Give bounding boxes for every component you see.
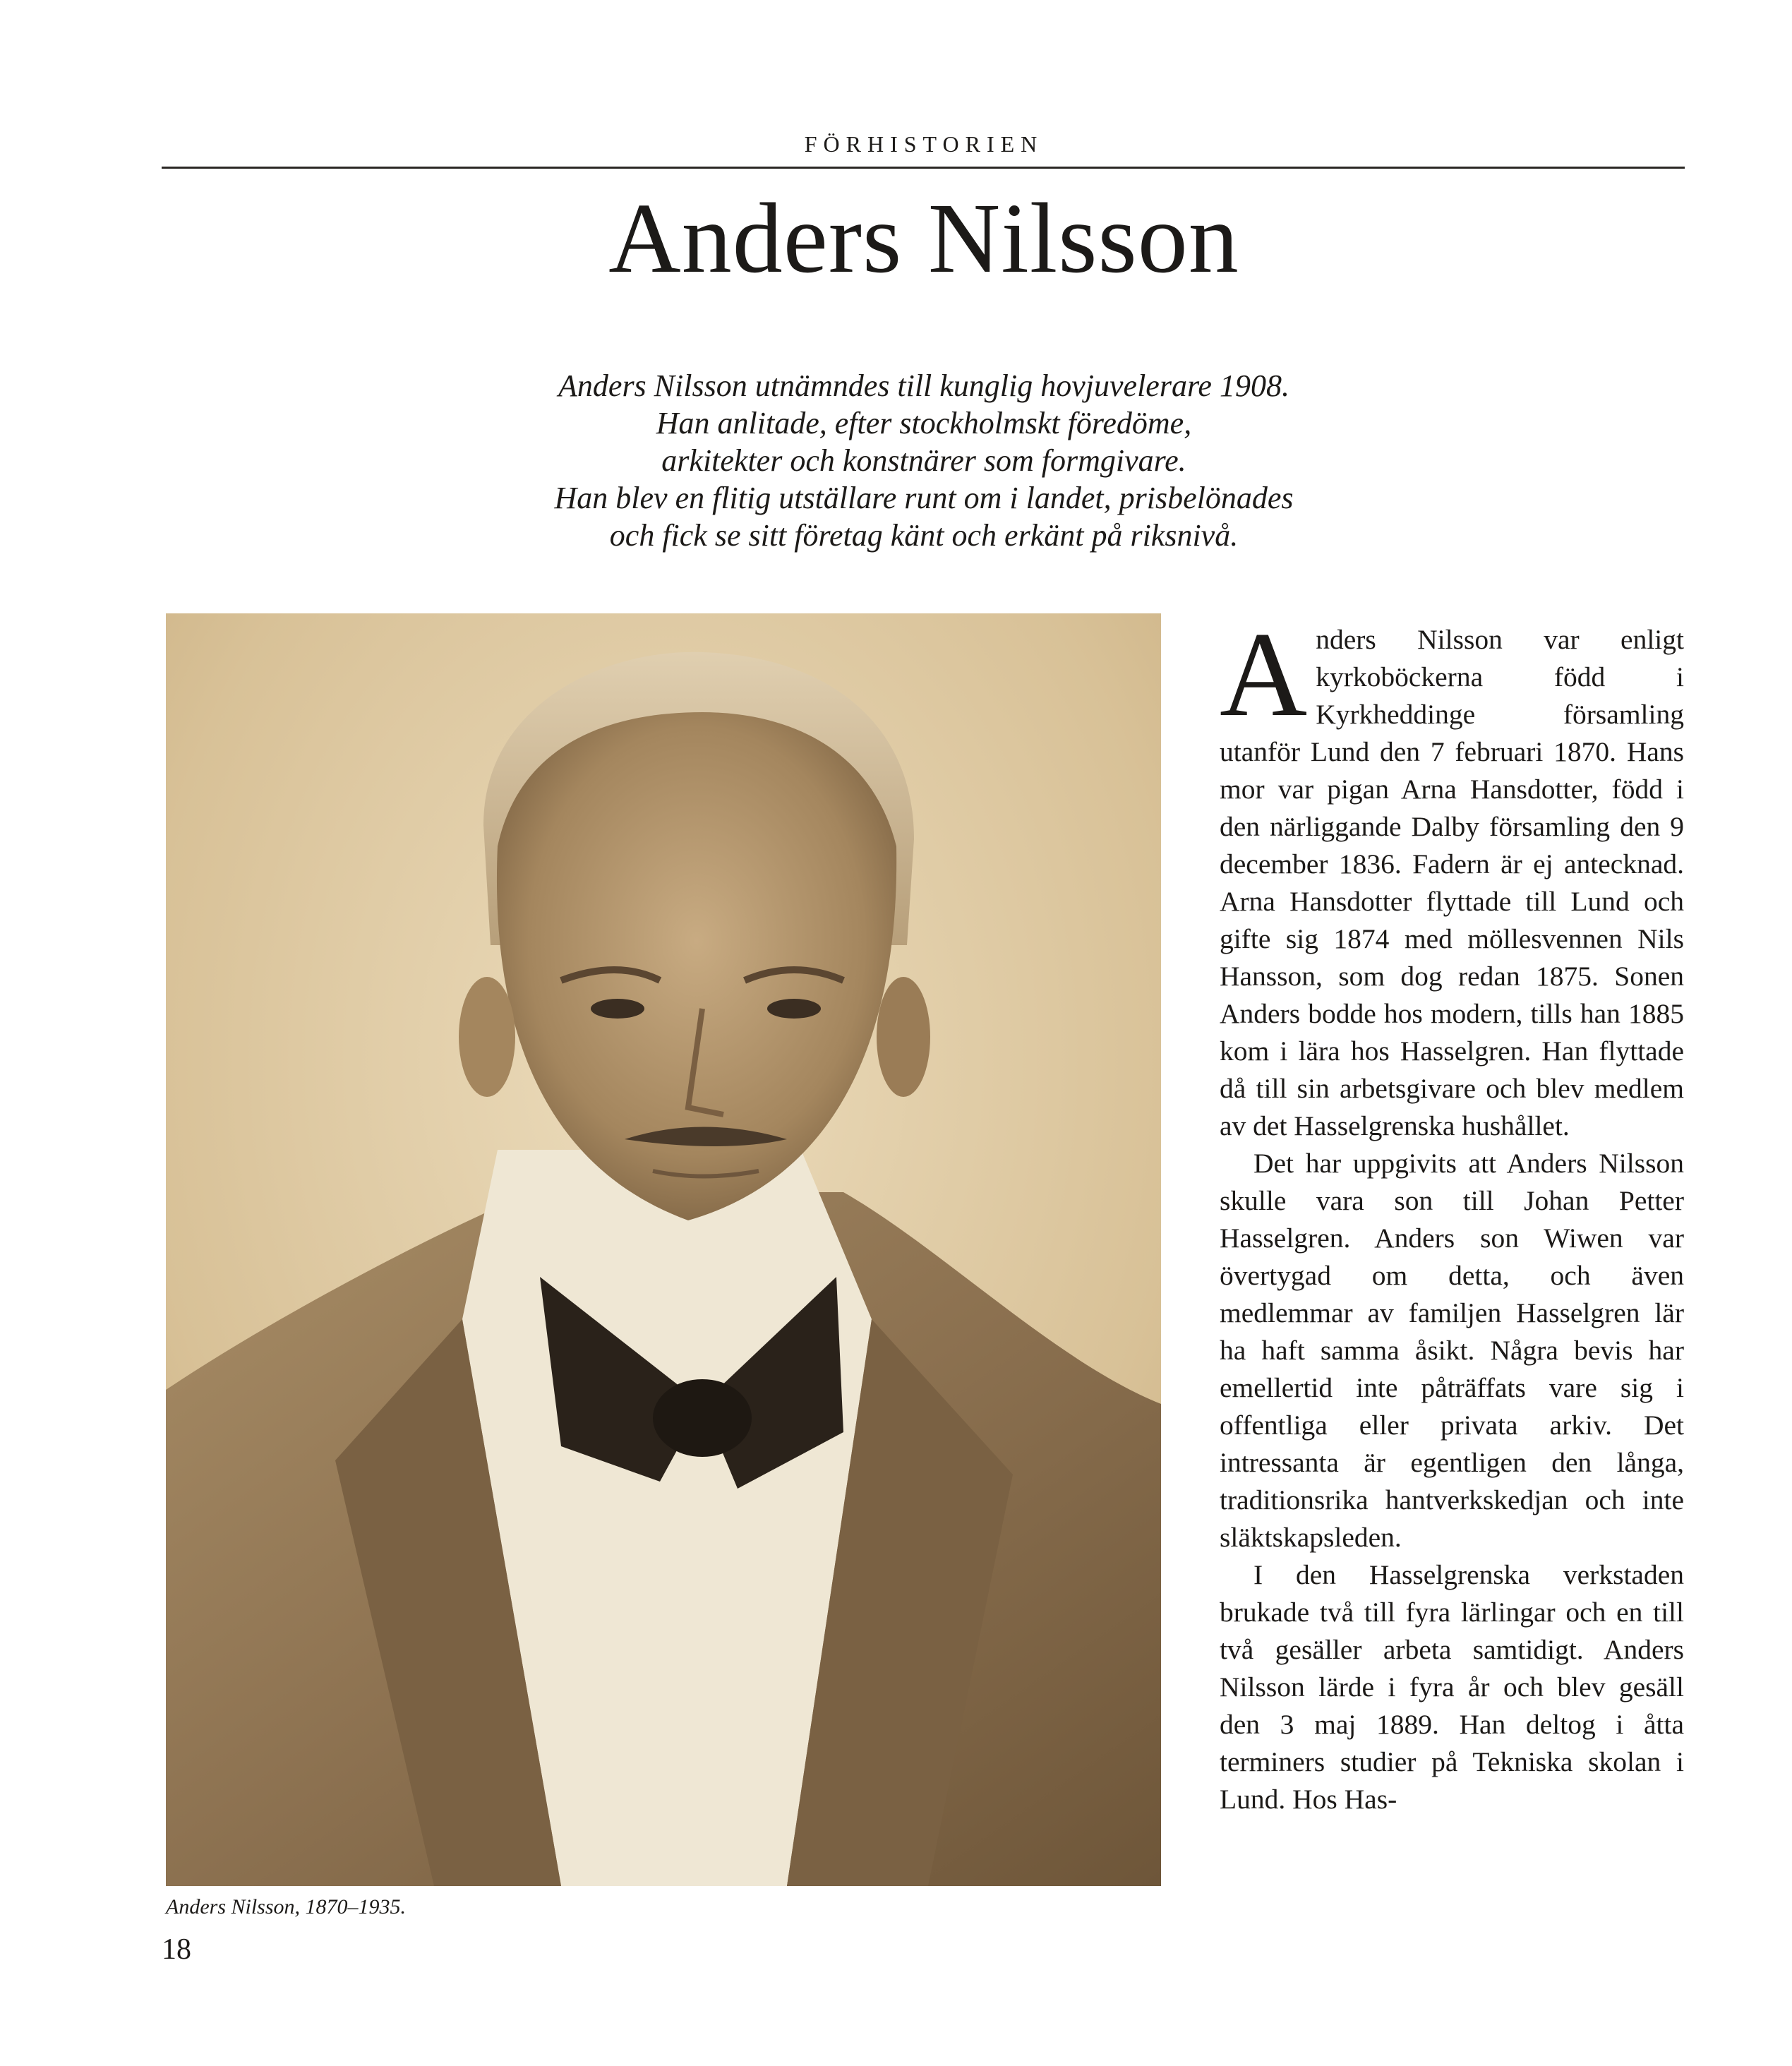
body-paragraph-text: nders Nilsson var enligt kyrkoböckerna född i Kyrkheddinge församling utanför Lund den 7 februari 1870. Hans mor var pigan Arna Hansdotter, född i den närliggande Dalby församling den 9 december 1836. Fadern är ej antecknad. Arna Hansdotter flyttade till Lund och gifte sig 1874 med möllesvennen Nils Hansson, som dog redan 1875. Sonen Anders bodde hos modern, tills han 1885 kom i lära hos Hasselgren. Han flyttade då till sin arbetsgivare och blev medlem av det Hasselgrenska hushållet. — [1220, 624, 1684, 1141]
body-paragraph — [1220, 608, 1684, 1145]
header-rule — [162, 167, 1685, 169]
page-number: 18 — [162, 1933, 191, 1966]
portrait-photo — [166, 613, 1161, 1886]
lede-paragraph — [423, 367, 1424, 554]
body-paragraph: Det har uppgivits att Anders Nilsson skulle vara son till Johan Petter Hasselgren. Anders son Wiwen var övertygad om detta, och även medlemmar av familjen Hasselgren lär ha haft samma åsikt. Några bevis har emellertid inte påträffats vare sig i offentliga eller privata arkiv. Det intressanta är egentligen den långa, traditionsrika hantverkskedjan och inte släktskapsleden. — [1220, 1148, 1684, 1553]
running-head: FÖRHISTORIEN — [804, 131, 1044, 157]
photo-caption: Anders Nilsson, 1870–1935. — [166, 1895, 407, 1918]
lede-line: Anders Nilsson utnämndes till kunglig hovjuvelerare 1908. — [558, 368, 1289, 403]
lede-line: Han blev en flitig utställare runt om i landet, prisbelönades — [554, 481, 1294, 515]
page-title: Anders Nilsson — [608, 182, 1239, 294]
lede-line: och fick se sitt företag känt och erkänt på riksnivå. — [609, 518, 1239, 553]
body-text — [1220, 608, 1684, 1818]
body-paragraph: I den Hasselgrenska verkstaden brukade två till fyra lärlingar och en till två gesäller arbeta samtidigt. Anders Nilsson lärde i fyra år och blev gesäll den 3 maj 1889. Han deltog i åtta terminers studier på Tekniska skolan i Lund. Hos Has- — [1220, 1559, 1684, 1815]
lede-line: Han anlitade, efter stockholmskt föredöme, — [656, 406, 1192, 440]
lede-line: arkitekter och konstnärer som formgivare. — [661, 443, 1186, 478]
drop-cap: A — [1220, 608, 1308, 742]
